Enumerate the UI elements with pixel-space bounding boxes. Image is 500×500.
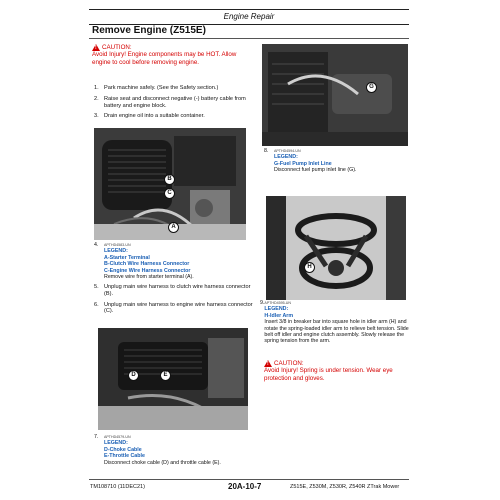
callout-h: H (304, 262, 315, 273)
legend-d (94, 434, 254, 466)
step-item (94, 96, 254, 110)
legend-item: A-Starter Terminal (104, 254, 150, 261)
step-text: Remove wire from starter terminal (A). (104, 274, 194, 281)
caution-text: Avoid Injury! Engine components may be HOT. Allow engine to cool before removing engine. (92, 51, 237, 66)
step-number: 7. (94, 434, 99, 440)
step-text: Insert 3/8 in breaker bar into square hole in idler arm (H) and rotate the spring-loaded idler arm to relieve belt tension. Slide belt off idler and engine clutch assembly. Slowly release the spring tension from the arm. (264, 319, 409, 345)
callout-c: C (164, 188, 175, 199)
choke-throttle-photo (98, 328, 248, 430)
figure-code: APTHD4594-UN (274, 149, 301, 153)
legend-item: D-Choke Cable (104, 446, 142, 453)
warning-icon (92, 44, 100, 51)
legend-item: H-Idler Arm (264, 312, 294, 319)
legend-g (264, 148, 410, 174)
step-item (94, 113, 254, 120)
step-item (94, 85, 254, 92)
fuel-pump-illustration (262, 44, 408, 146)
callout-e: E (160, 370, 171, 381)
section-divider (89, 38, 409, 39)
step-number: 3. (94, 113, 99, 120)
footer-divider (89, 479, 409, 480)
step-text: Unplug main wire harness to clutch wire harness connector (B). (104, 284, 251, 297)
step-number: 4. (94, 242, 99, 248)
step-number: 5. (94, 284, 99, 290)
step-text: Park machine safely. (See the Safety section.) (104, 85, 219, 91)
caution-label: CAUTION: (102, 44, 132, 51)
step-number: 6. (94, 301, 99, 308)
callout-g: G (366, 82, 377, 93)
step-number: 8. (264, 148, 269, 154)
legend-h (260, 300, 410, 345)
footer-models: Z515E, Z530M, Z530R, Z540R ZTrak Mower (290, 484, 400, 490)
step-number: 2. (94, 95, 99, 102)
callout-a: A (168, 222, 179, 233)
page-number: 20A-10-7 (228, 482, 262, 491)
legend-title: LEGEND: (274, 154, 298, 161)
step-text: Raise seat and disconnect negative (-) battery cable from battery and engine block. (104, 95, 246, 109)
step-item (94, 302, 254, 316)
figure-code: APTHD4583-UN (104, 243, 131, 247)
warning-icon (264, 360, 272, 367)
step-text: Disconnect fuel pump inlet line (G). (274, 167, 357, 174)
section-title: Remove Engine (Z515E) (92, 25, 206, 36)
legend-a (94, 242, 254, 280)
legend-item: E-Throttle Cable (104, 453, 145, 460)
step-number: 9. (260, 300, 265, 306)
idler-arm-illustration (266, 196, 406, 300)
cable-illustration (98, 328, 248, 430)
legend-item: B-Clutch Wire Harness Connector (104, 261, 190, 268)
fuel-pump-photo (262, 44, 408, 146)
caution-label: CAUTION: (274, 360, 304, 367)
step-item (94, 284, 254, 298)
idler-arm-photo (266, 196, 406, 300)
page-header: Engine Repair (89, 9, 409, 25)
footer-doc-id: TM108710 (11DEC21) (90, 484, 145, 490)
caution-box-2 (264, 360, 410, 382)
step-text: Disconnect choke cable (D) and throttle cable (E). (104, 459, 221, 466)
step-text: Drain engine oil into a suitable container. (104, 113, 205, 120)
callout-b: B (164, 174, 175, 185)
figure-code: APTHD4579-UN (104, 435, 131, 439)
legend-title: LEGEND: (104, 248, 128, 255)
legend-item: C-Engine Wire Harness Connector (104, 267, 191, 274)
step-text: Unplug main wire harness to engine wire harness connector (C). (104, 301, 253, 315)
legend-title: LEGEND: (264, 306, 289, 313)
step-number: 1. (94, 85, 99, 91)
step-list-2 (94, 284, 254, 319)
figure-code: APTHD4595-UN (264, 301, 291, 305)
caution-box (92, 44, 254, 66)
caution-text: Avoid Injury! Spring is under tension. Wear eye protection and gloves. (264, 367, 393, 382)
step-list (94, 85, 254, 124)
callout-d: D (128, 370, 139, 381)
legend-item: G-Fuel Pump Inlet Line (274, 160, 332, 167)
engine-photo (94, 128, 246, 240)
legend-title: LEGEND: (104, 440, 128, 447)
